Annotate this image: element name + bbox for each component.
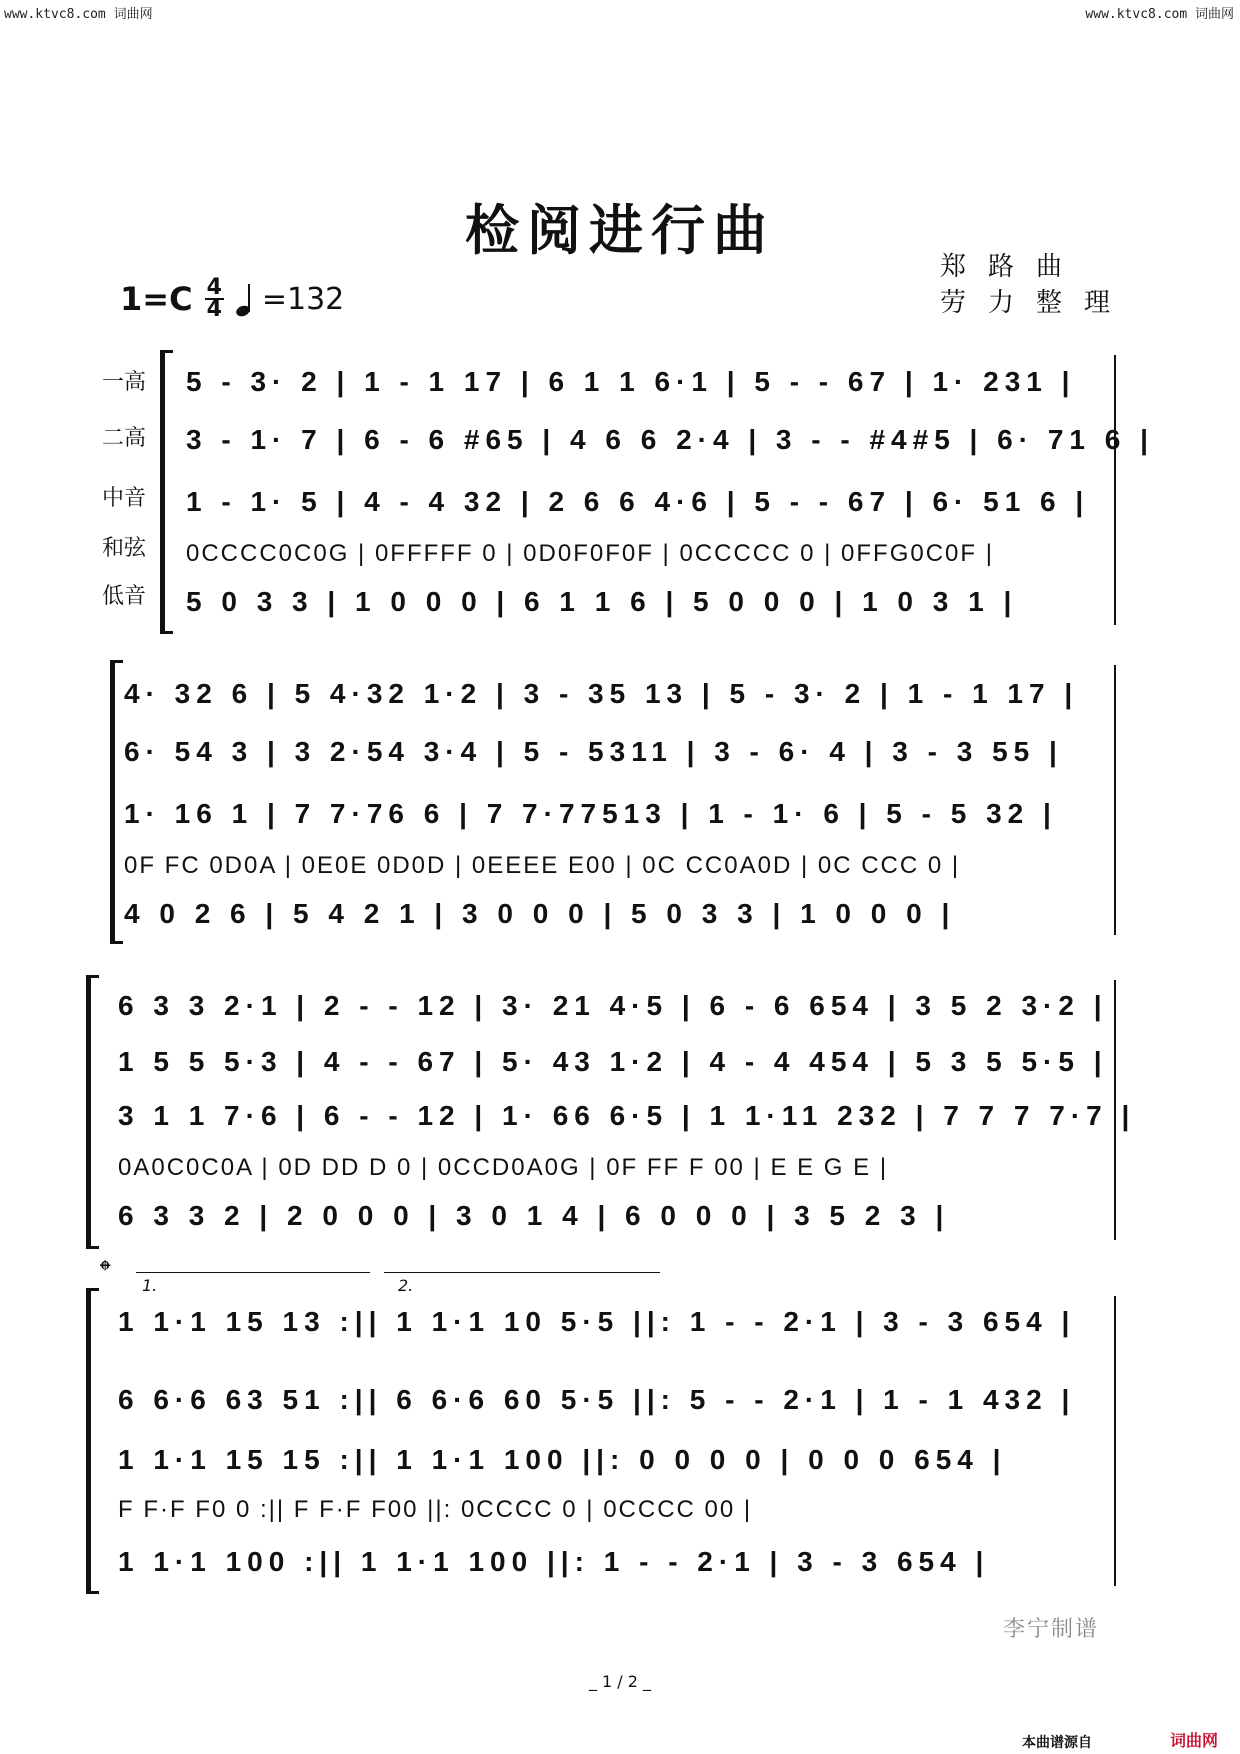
key-label: 1=C	[120, 280, 193, 318]
system-bracket	[86, 975, 99, 1249]
voice-label-5: 低音	[101, 584, 146, 609]
voice-label-4: 和弦	[101, 536, 146, 561]
staff-line: 6 3 3 2·1 | 2 - - 12 | 3· 21 4·5 | 6 - 6 654 | 3 5 2 3·2 |	[118, 990, 1108, 1021]
staff-line: 4 0 2 6 | 5 4 2 1 | 3 0 0 0 | 5 0 3 3 | 1 0 0 0 |	[124, 898, 956, 929]
staff-line: 6 3 3 2 | 2 0 0 0 | 3 0 1 4 | 6 0 0 0 | 3 5 2 3 |	[118, 1200, 950, 1231]
staff-line: 1 5 5 5·3 | 4 - - 67 | 5· 43 1·2 | 4 - 4 454 | 5 3 5 5·5 |	[118, 1046, 1108, 1077]
staff-line: 5 - 3· 2 | 1 - 1 17 | 6 1 1 6·1 | 5 - - 67 | 1· 231 |	[186, 366, 1076, 397]
site-logo[interactable]: 词曲网	[1170, 1731, 1219, 1750]
staff-line: 1 1·1 100 :|| 1 1·1 100 ||: 1 - - 2·1 | 3 - 3 654 |	[118, 1546, 990, 1577]
staff-line: 6· 54 3 | 3 2·54 3·4 | 5 - 5311 | 3 - 6· 4 | 3 - 3 55 |	[124, 736, 1063, 767]
source-text: 本曲谱源自	[1022, 1735, 1092, 1751]
tempo-value: =132	[261, 281, 345, 317]
voice-label-3: 中音	[101, 486, 146, 511]
volta-2-bracket	[384, 1272, 660, 1273]
barline	[1114, 1296, 1116, 1586]
coda-icon: 𝄌	[100, 1254, 111, 1289]
volta-2: 2.	[398, 1276, 414, 1295]
key-signature	[120, 275, 345, 322]
staff-line: 3 - 1· 7 | 6 - 6 #65 | 4 6 6 2·4 | 3 - - #4#5 | 6· 71 6 |	[186, 424, 1154, 455]
barline	[1114, 355, 1116, 625]
voice-label-1: 一高	[101, 370, 146, 395]
arranger-credit: 劳力整理	[940, 288, 1133, 318]
page-title: 检阅进行曲	[465, 199, 775, 262]
staff-line: 1 - 1· 5 | 4 - 4 32 | 2 6 6 4·6 | 5 - - 67 | 6· 51 6 |	[186, 486, 1090, 517]
staff-line: 4· 32 6 | 5 4·32 1·2 | 3 - 35 13 | 5 - 3· 2 | 1 - 1 17 |	[124, 678, 1079, 709]
staff-line: 5 0 3 3 | 1 0 0 0 | 6 1 1 6 | 5 0 0 0 | 1 0 3 1 |	[186, 586, 1018, 617]
time-top: 4	[206, 275, 222, 300]
time-bottom: 4	[206, 297, 222, 322]
arranger-signature: 李宁制谱	[1003, 1617, 1100, 1642]
staff-line: 3 1 1 7·6 | 6 - - 12 | 1· 66 6·5 | 1 1·11 232 | 7 7 7 7·7 |	[118, 1100, 1136, 1131]
chord-line: 0CCCC0C0G | 0FFFFF 0 | 0D0F0F0F | 0CCCCC 0 | 0FFG0C0F |	[186, 540, 994, 567]
staff-line: 1 1·1 15 15 :|| 1 1·1 100 ||: 0 0 0 0 | 0 0 0 654 |	[118, 1444, 1007, 1475]
staff-line: 1 1·1 15 13 :|| 1 1·1 10 5·5 ||: 1 - - 2·1 | 3 - 3 654 |	[118, 1306, 1076, 1337]
quarter-note-icon	[236, 282, 254, 316]
system-bracket	[86, 1288, 99, 1594]
volta-1: 1.	[142, 1276, 158, 1295]
system-bracket	[110, 660, 123, 944]
barline	[1114, 665, 1116, 935]
composer-credit: 郑路曲	[940, 252, 1085, 282]
system-bracket	[160, 350, 173, 634]
time-signature	[205, 275, 224, 322]
chord-line: 0A0C0C0A | 0D DD D 0 | 0CCD0A0G | 0F FF F 00 | E E G E |	[118, 1154, 889, 1181]
chord-line: 0F FC 0D0A | 0E0E 0D0D | 0EEEE E00 | 0C CC0A0D | 0C CCC 0 |	[124, 852, 961, 879]
volta-1-bracket	[136, 1272, 370, 1273]
page-number: _ 1 / 2 _	[588, 1672, 652, 1691]
voice-label-2: 二高	[101, 426, 146, 451]
chord-line: F F·F F0 0 :|| F F·F F00 ||: 0CCCC 0 | 0CCCC 00 |	[118, 1496, 753, 1523]
staff-line: 1· 16 1 | 7 7·76 6 | 7 7·77513 | 1 - 1· 6 | 5 - 5 32 |	[124, 798, 1057, 829]
watermark-right: www.ktvc8.com 词曲网	[1085, 7, 1234, 22]
watermark-left: www.ktvc8.com 词曲网	[4, 7, 153, 22]
staff-line: 6 6·6 63 51 :|| 6 6·6 60 5·5 ||: 5 - - 2·1 | 1 - 1 432 |	[118, 1384, 1076, 1415]
